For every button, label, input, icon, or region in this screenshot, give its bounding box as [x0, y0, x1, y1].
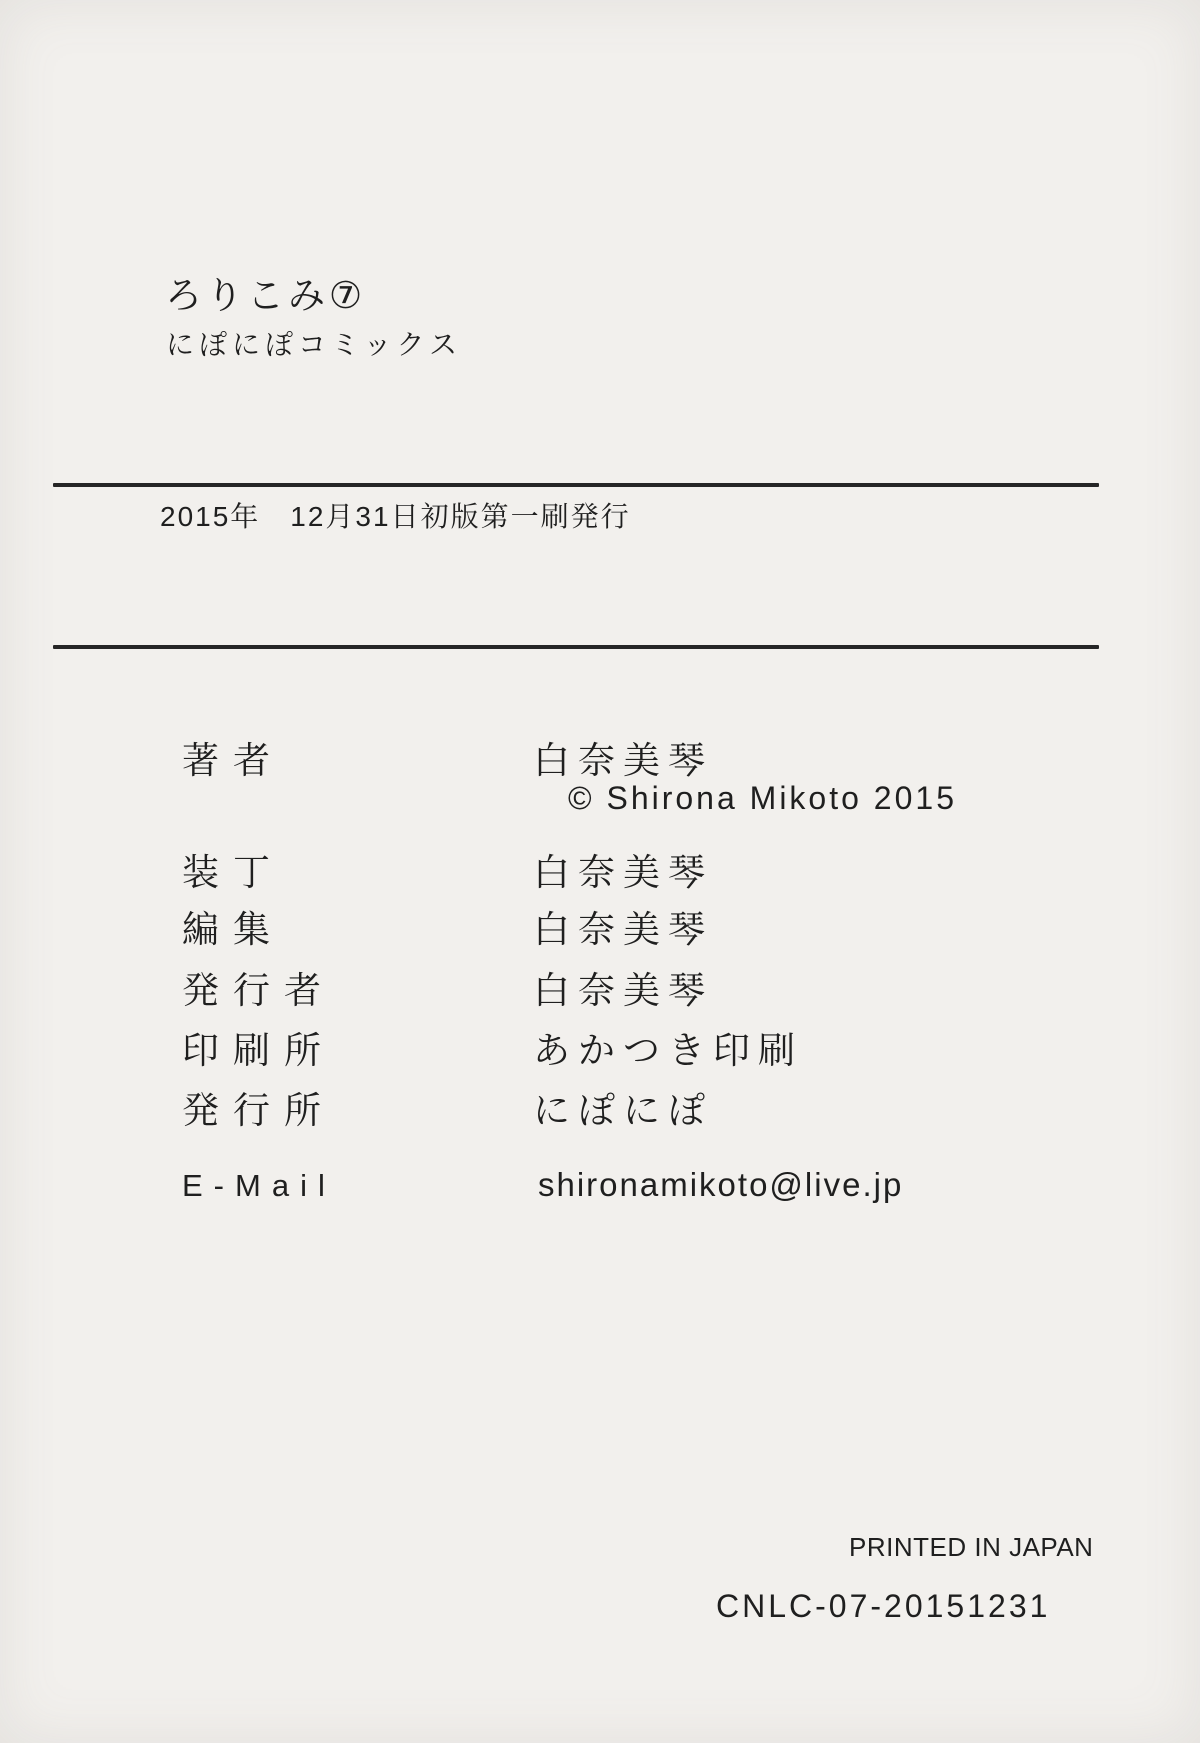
colophon-row-printer	[0, 1032, 1200, 1074]
email-label: E-Mail	[182, 1168, 336, 1203]
design-label: 装丁	[182, 852, 284, 893]
imprint-name: にぽにぽコミックス	[166, 329, 463, 360]
copyright-notice: © Shirona Mikoto 2015	[568, 780, 957, 816]
colophon-row-design	[0, 854, 1200, 896]
publishing-house-value: にぽにぽ	[533, 1090, 713, 1131]
publishing-house-label: 発行所	[182, 1090, 335, 1131]
colophon-row-editing	[0, 911, 1200, 953]
email-address: shironamikoto@live.jp	[538, 1166, 904, 1203]
colophon-row-author	[0, 742, 1200, 784]
publisher-label: 発行者	[182, 970, 335, 1011]
product-code: CNLC-07-20151231	[716, 1588, 1051, 1624]
printer-value: あかつき印刷	[533, 1030, 803, 1071]
edition-date-line: 2015年 12月31日初版第一刷発行	[160, 501, 631, 532]
editing-value: 白奈美琴	[533, 909, 713, 950]
editing-label: 編集	[182, 909, 284, 950]
design-value: 白奈美琴	[533, 852, 713, 893]
book-title: ろりこみ⑦	[165, 275, 367, 316]
printed-in-japan-text: PRINTED IN JAPAN	[849, 1532, 1094, 1562]
colophon-row-email	[0, 1168, 1200, 1210]
colophon-row-publisher	[0, 972, 1200, 1014]
author-label: 著者	[182, 740, 284, 781]
printer-label: 印刷所	[182, 1030, 335, 1071]
author-value: 白奈美琴	[533, 740, 713, 781]
horizontal-rule-bottom	[53, 645, 1099, 649]
publisher-value: 白奈美琴	[533, 970, 713, 1011]
colophon-row-publishing-house	[0, 1092, 1200, 1134]
horizontal-rule-top	[53, 483, 1099, 487]
